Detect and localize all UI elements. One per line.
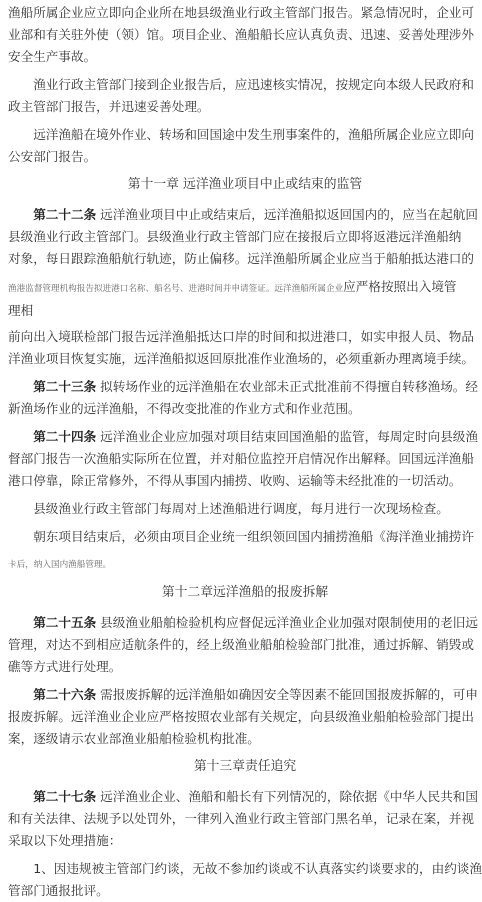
line-text: 前向出入境联检部门报告远洋渔船抵达口岸的时间和拟进港口，如实申报人员、物品 (8, 329, 474, 344)
line-text: 报废拆解。远洋渔业企业应严格按照农业部有关规定，向县级渔业船舶检验部门提出 (8, 709, 474, 724)
text-line (8, 96, 460, 118)
article-paragraph (0, 684, 478, 750)
article-number: 第二十五条 (8, 615, 97, 630)
line-text: 县级渔业船舶检验机构应督促远洋渔业企业加强对限制使用的老旧远 (96, 615, 478, 630)
paragraph (0, 526, 474, 548)
line-text: 案，逐级请示农业部渔业船舶检验机构批准。 (8, 731, 260, 746)
text-line (8, 46, 460, 68)
line-text: 需报废拆解的远洋渔船如确因安全等因素不能回国报废拆解的，可申 (96, 687, 478, 702)
article-paragraph (0, 204, 478, 270)
line-text: 1、因违规被主管部门约谈，无故不参加约谈或不认真落实约谈要求的，由约谈渔 (8, 861, 482, 876)
text-line (8, 786, 478, 808)
line-text: 督部门报告一次渔船实际所在位置，并对船位监控开启情况作出解释。回国远洋渔船 (8, 451, 474, 466)
text-line (8, 398, 460, 420)
text-line (8, 124, 474, 146)
paragraph (0, 2, 474, 68)
text-line (8, 526, 474, 548)
fine-print-line: 卡后，纳入国内渔船管理。 (8, 560, 112, 570)
text-line (8, 634, 474, 656)
article-number: 第二十三条 (8, 379, 97, 394)
line-text: 和有关法律、法规予以处罚外，一律列入渔业行政主管部门黑名单，记录在案，并视 (8, 811, 474, 826)
text-line (8, 858, 482, 880)
line-text: 朝东项目结束后，必须由项目企业统一组织领回国内捕捞渔船《海洋渔业捕捞许 (8, 529, 474, 544)
article-number: 第二十四条 (8, 429, 97, 444)
line-text: 应严格按照出入境管理相 (8, 279, 457, 318)
text-line (8, 448, 474, 470)
text-line (8, 248, 474, 270)
paragraph (0, 498, 460, 520)
text-line (8, 348, 474, 370)
chapter-heading: 第十一章 远洋渔业项目中止或结束的监管 (127, 177, 363, 192)
article-number: 第二十七条 (8, 789, 97, 804)
text-line (8, 880, 460, 902)
line-text: 渔业行政主管部门接到企业报告后，应迅速核实情况，按规定向本级人民政府和 (8, 77, 474, 92)
line-text: 采取以下处理措施： (8, 833, 122, 848)
chapter-heading: 第十二章远洋渔船的报废拆解 (161, 585, 329, 600)
text-line (8, 656, 460, 678)
document-page (0, 2, 482, 898)
article-paragraph (0, 786, 478, 852)
line-text: 洋渔业项目恢复实施，远洋渔船拟返回原批准作业渔场的，必须重新办理离境手续。 (8, 351, 474, 366)
article-paragraph (0, 612, 478, 678)
line-text: 渔船所属企业应立即向企业所在地县级渔业行政主管部门报告。紧急情况时，企业可 (8, 5, 474, 20)
text-line (8, 612, 478, 634)
article-number: 第二十二条 (8, 207, 97, 222)
text-line (8, 74, 474, 96)
line-text: 对象，每日跟踪渔船航行轨迹，防止偏移。远洋渔船所属企业应当于船舶抵达港口的 (8, 251, 474, 266)
article-number: 第二十六条 (8, 687, 97, 702)
text-line (8, 146, 460, 168)
text-line (8, 808, 474, 830)
mixed-line (0, 276, 460, 322)
paragraph (0, 74, 474, 118)
text-line (8, 684, 478, 706)
line-text: 管理，对达不到相应适航条件的，经上级渔业船舶检验部门批准，通过拆解、销毁或 (8, 637, 474, 652)
line-text: 远洋渔船在境外作业、转场和回国途中发生刑事案件的，渔船所属企业应立即向 (8, 127, 474, 142)
text-line (8, 830, 460, 852)
text-line (8, 2, 474, 24)
line-text: 港口停靠，除正常修外，不得从事国内捕捞、收购、运输等未经批准的一切活动。 (8, 473, 462, 488)
text-line (8, 728, 460, 750)
text-line (8, 498, 460, 520)
line-text: 政主管部门报告，并迅速妥善处理。 (8, 99, 210, 114)
line-text: 安全生产事故。 (8, 49, 97, 64)
text-line (8, 470, 460, 492)
line-text: 远洋渔业项目中止或结束后，远洋渔船拟返回国内的，应当在起航回 (96, 207, 478, 222)
line-text: 新渔场作业的远洋渔船，不得改变批准的作业方式和作业范围。 (8, 401, 361, 416)
text-line (8, 226, 460, 248)
line-text: 远洋渔业企业应加强对项目结束回国渔船的监管，每周定时向县级渔 (96, 429, 478, 444)
article-paragraph (0, 376, 478, 420)
line-text: 公安部门报告。 (8, 149, 97, 164)
paragraph (0, 326, 474, 370)
paragraph (0, 124, 474, 168)
chapter-heading: 第十三章责任追究 (193, 759, 297, 774)
line-text: 管部门通报批评。 (8, 883, 109, 898)
text-line (8, 376, 478, 398)
line-text: 远洋渔业企业、渔船和船长有下列情况的，除依据《中华人民共和国 (96, 789, 478, 804)
text-line (8, 706, 474, 728)
line-text: 业部和有关驻外使（领）馆。项目企业、渔船船长应认真负责、迅速、妥善处理涉外 (8, 27, 474, 42)
line-text: 县级渔业行政主管部门每周对上述渔船进行调度，每月进行一次现场检查。 (8, 501, 449, 516)
line-text: 拟转场作业的远洋渔船在农业部未正式批准前不得擅自转移渔场。经 (96, 379, 478, 394)
text-line (8, 24, 474, 46)
line-text: 县级渔业行政主管部门。县级渔业行政主管部门应在接报后立即将返港远洋渔船纳 (8, 229, 462, 244)
text-line (8, 326, 474, 348)
fine-print-span: 渔港监督管理机构报告拟进港口名称、船名号、进港时间并申请签证。远洋渔船所属企业 (8, 284, 344, 294)
line-text: 礁等方式进行处理。 (8, 659, 122, 674)
paragraph (0, 858, 482, 902)
text-line (8, 204, 478, 226)
article-paragraph (0, 426, 478, 492)
text-line (8, 426, 478, 448)
